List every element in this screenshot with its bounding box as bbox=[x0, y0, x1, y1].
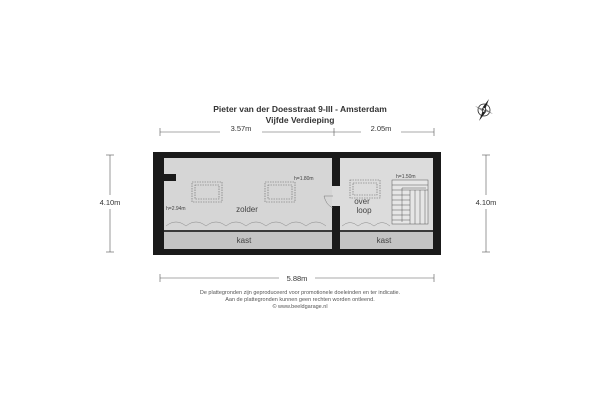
height-label-zolder: h=1.80m bbox=[294, 176, 314, 182]
dimension-right: 4.10m bbox=[475, 198, 497, 207]
floor-title: Vijfde Verdieping bbox=[265, 115, 335, 125]
disclaimer bbox=[150, 290, 450, 311]
dimension-bottom: 5.88m bbox=[286, 274, 308, 283]
staircase bbox=[392, 180, 428, 224]
room-label-kast-right: kast bbox=[376, 236, 392, 245]
dimension-left: 4.10m bbox=[99, 198, 121, 207]
dimension-top-right: 2.05m bbox=[370, 124, 392, 133]
disclaimer-line-1: De plattegronden zijn geproduceerd voor promotionele doeleinden en ter indicatie. bbox=[199, 290, 401, 296]
zolder-floor bbox=[164, 158, 332, 230]
disclaimer-line-2: Aan de plattegronden kunnen geen rechten worden ontleend. bbox=[225, 297, 375, 303]
room-label-overloop-2: loop bbox=[356, 206, 372, 215]
room-label-kast-left: kast bbox=[236, 236, 252, 245]
height-label-overloop: h=1.50m bbox=[396, 174, 416, 180]
copyright: © www.beeldgarage.nl bbox=[272, 304, 328, 310]
compass-label: N bbox=[481, 108, 487, 115]
dimension-top-left: 3.57m bbox=[230, 124, 252, 133]
room-label-overloop-1: over bbox=[354, 197, 370, 206]
height-label-zolder-2: h=2.94m bbox=[166, 206, 186, 212]
room-label-zolder: zolder bbox=[236, 205, 258, 214]
address-title: Pieter van der Doesstraat 9-III - Amsterdam bbox=[213, 104, 387, 114]
